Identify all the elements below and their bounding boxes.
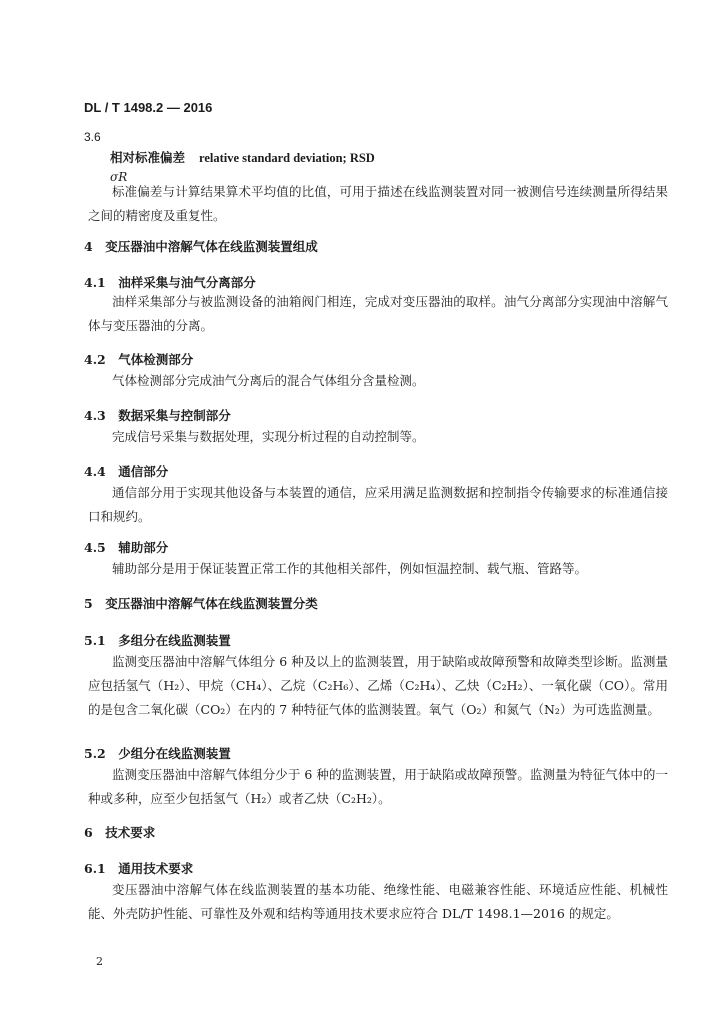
section-6-1-heading: 6.1 通用技术要求 [84,861,194,876]
section-4-1-body: 油样采集部分与被监测设备的油箱阀门相连，完成对变压器油的取样。油气分离部分实现油中溶解气体与变压器油的分离。 [88,294,668,333]
page-number: 2 [96,955,103,968]
section-4-5-body: 辅助部分是用于保证装置正常工作的其他相关部件，例如恒温控制、载气瓶、管路等。 [112,561,588,576]
term-symbol: σR [110,170,128,184]
term-english: relative standard deviation; RSD [199,151,375,165]
section-4-3-body: 完成信号采集与数据处理，实现分析过程的自动控制等。 [112,429,425,444]
section-4-2-heading: 4.2 气体检测部分 [84,352,194,367]
section-5-1-body: 监测变压器油中溶解气体组分 6 种及以上的监测装置，用于缺陷或故障预警和故障类型诊断。监测量应包括氢气（H₂）、甲烷（CH₄）、乙烷（C₂H₆）、乙烯（C₂H₄）、乙炔（C₂H₂）、一氧化碳（CO）。常用的是包含二氧化碳（CO₂）在内的 7 种特征气体的监测装置。氧气（O₂）和氮气（N₂）为可选监测量。 [88,654,668,717]
section-5-2-heading: 5.2 少组分在线监测装置 [84,746,231,761]
section-4-4-heading: 4.4 通信部分 [84,464,169,479]
document-header: DL / T 1498.2 — 2016 [84,100,213,115]
section-4-1-heading: 4.1 油样采集与油气分离部分 [84,275,256,290]
term-entry [110,148,375,166]
section-6-heading: 6 技术要求 [84,825,156,840]
term-chinese: 相对标准偏差 [110,150,186,165]
section-4-3-heading: 4.3 数据采集与控制部分 [84,408,231,423]
section-5-heading: 5 变压器油中溶解气体在线监测装置分类 [84,596,318,611]
section-4-heading: 4 变压器油中溶解气体在线监测装置组成 [84,239,318,254]
clause-number-3-6: 3.6 [84,130,101,144]
section-4-5-heading: 4.5 辅助部分 [84,540,169,555]
section-6-1-body: 变压器油中溶解气体在线监测装置的基本功能、绝缘性能、电磁兼容性能、环境适应性能、机械性能、外壳防护性能、可靠性及外观和结构等通用技术要求应符合 DL/T 1498.1—2016 的规定。 [88,882,668,921]
section-5-2-body: 监测变压器油中溶解气体组分少于 6 种的监测装置，用于缺陷或故障预警。监测量为特征气体中的一种或多种，应至少包括氢气（H₂）或者乙炔（C₂H₂）。 [88,767,668,806]
section-4-4-body: 通信部分用于实现其他设备与本装置的通信，应采用满足监测数据和控制指令传输要求的标准通信接口和规约。 [88,485,668,524]
section-5-1-heading: 5.1 多组分在线监测装置 [84,633,231,648]
definition-3-6: 标准偏差与计算结果算术平均值的比值，可用于描述在线监测装置对同一被测信号连续测量所得结果之间的精密度及重复性。 [88,184,668,223]
section-4-2-body: 气体检测部分完成油气分离后的混合气体组分含量检测。 [112,373,425,388]
